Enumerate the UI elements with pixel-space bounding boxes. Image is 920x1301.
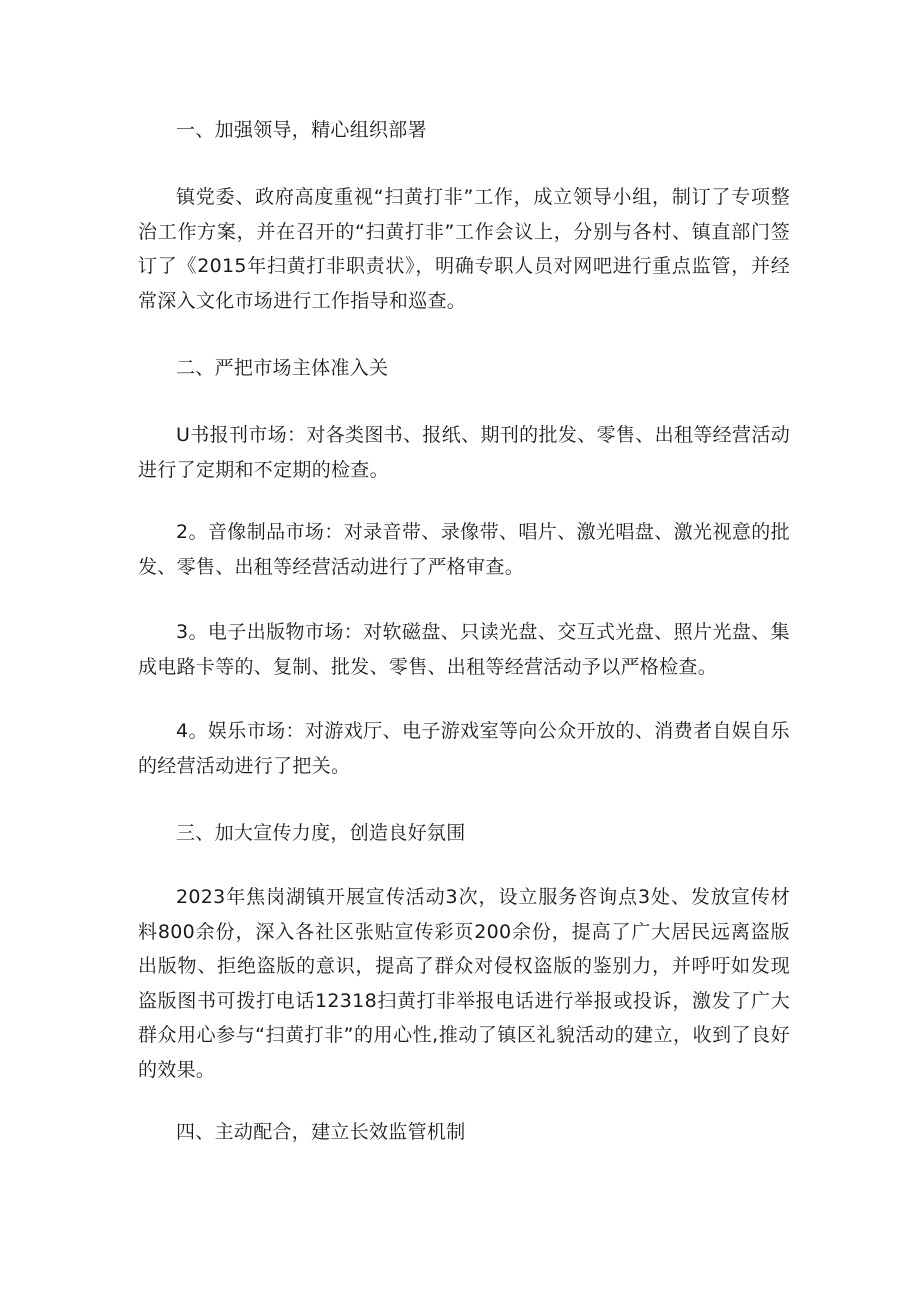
section-heading-1: 一、加强领导，精心组织部署 <box>176 119 427 141</box>
paragraph-leadership: 镇党委、政府高度重视“扫黄打非”工作，成立领导小组，制订了专项整治工作方案，并在召开的“扫黄打非”工作会议上，分别与各村、镇直部门签订了《2015年扫黄打非职责状》，明确专职人员对网吧进行重点监管，并经常深入文化市场进行工作指导和巡查。 <box>138 186 790 312</box>
paragraph-publicity: 2023年焦岗湖镇开展宣传活动3次，设立服务咨询点3处、发放宣传材料800余份，深入各社区张贴宣传彩页200余份，提高了广大居民远离盗版出版物、拒绝盗版的意识，提高了群众对侵权盗版的鉴别力，并呼吁如发现盗版图书可拨打电话12318扫黄打非举报电话进行举报或投诉，激发了广大群众用心参与“扫黄打非”的用心性,推动了镇区礼貌活动的建立，收到了良好的效果。 <box>138 886 790 1081</box>
section-heading-2: 二、严把市场主体准入关 <box>176 357 389 379</box>
paragraph-book-market: U书报刊市场：对各类图书、报纸、期刊的批发、零售、出租等经营活动进行了定期和不定期的检查。 <box>138 424 790 481</box>
paragraph-audio-video-market: 2。音像制品市场：对录音带、录像带、唱片、激光唱盘、激光视意的批发、零售、出租等经营活动进行了严格审查。 <box>138 521 790 578</box>
paragraph-entertainment-market: 4。娱乐市场：对游戏厅、电子游戏室等向公众开放的、消费者自娱自乐的经营活动进行了把关。 <box>138 720 790 777</box>
paragraph-electronic-publication-market: 3。电子出版物市场：对软磁盘、只读光盘、交互式光盘、照片光盘、集成电路卡等的、复制、批发、零售、出租等经营活动予以严格检查。 <box>138 621 790 678</box>
section-heading-4: 四、主动配合，建立长效监管机制 <box>176 1121 466 1143</box>
section-heading-3: 三、加大宣传力度，创造良好氛围 <box>176 822 466 844</box>
